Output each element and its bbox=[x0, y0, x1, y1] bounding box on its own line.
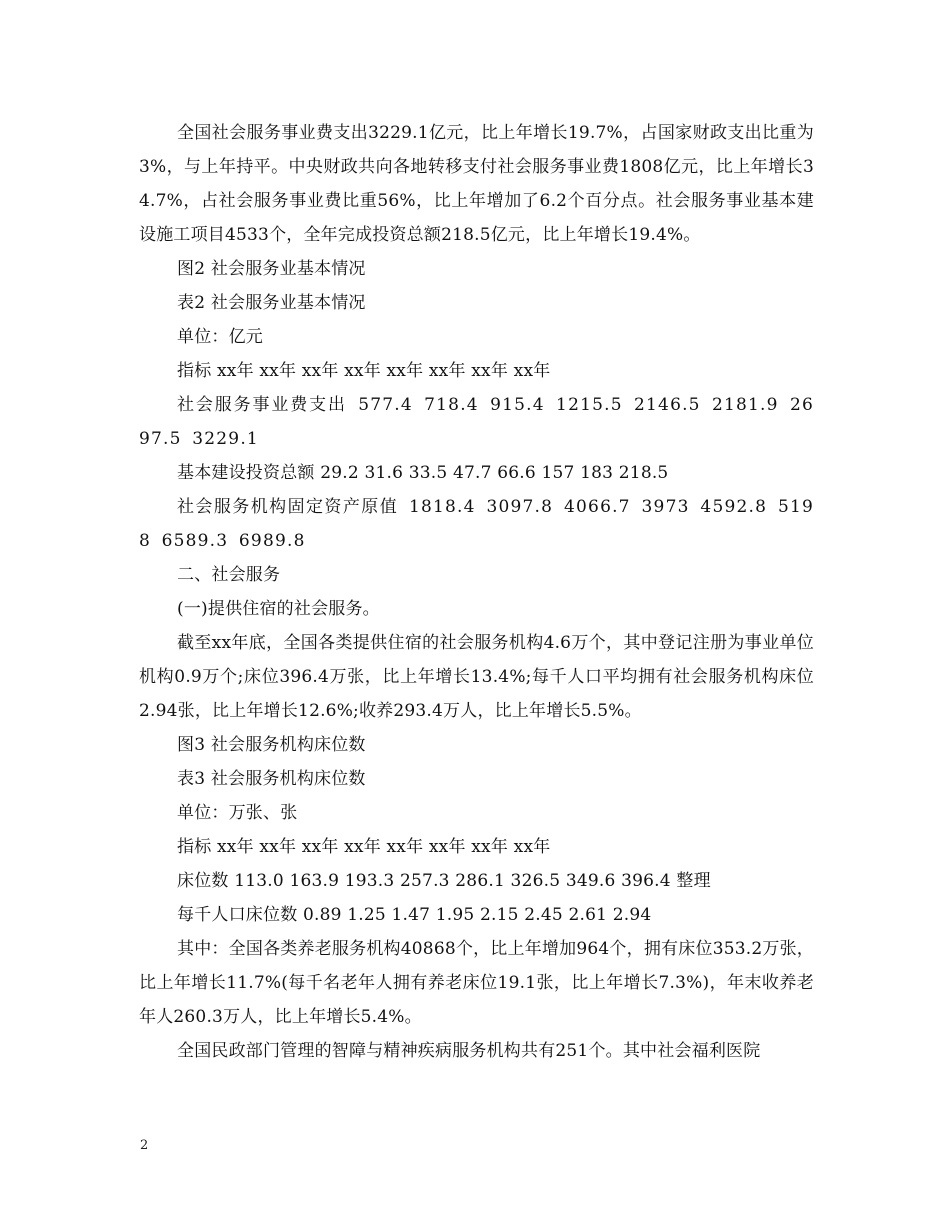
table-2-unit: 单位：亿元 bbox=[177, 327, 263, 347]
table-3-unit: 单位：万张、张 bbox=[177, 803, 298, 823]
subsection-heading-accommodation: (一)提供住宿的社会服务。 bbox=[177, 599, 380, 619]
figure-3-caption: 图3 社会服务机构床位数 bbox=[177, 735, 366, 755]
section-heading-social-services: 二、社会服务 bbox=[177, 565, 281, 585]
table-2-row-fixed-assets: 社会服务机构固定资产原值 1818.4 3097.8 4066.7 3973 4592.8 5198 6589.3 6989.8 bbox=[139, 497, 814, 551]
table-2-caption: 表2 社会服务业基本情况 bbox=[177, 293, 366, 313]
paragraph-elderly-care: 其中：全国各类养老服务机构40868个，比上年增加964个，拥有床位353.2万张，比上年增长11.7%(每千名老年人拥有养老床位19.1张，比上年增长7.3%)，年末收养老年人260.3万人，比上年增长5.4%。 bbox=[139, 939, 814, 1027]
paragraph-expenditure: 全国社会服务事业费支出3229.1亿元，比上年增长19.7%，占国家财政支出比重为3%，与上年持平。中央财政共向各地转移支付社会服务事业费1808亿元，比上年增长34.7%，占社会服务事业费比重56%，比上年增加了6.2个百分点。社会服务事业基本建设施工项目4533个，全年完成投资总额218.5亿元，比上年增长19.4%。 bbox=[139, 123, 814, 245]
document-body bbox=[139, 116, 814, 1068]
table-3-caption: 表3 社会服务机构床位数 bbox=[177, 769, 366, 789]
table-2-row-investment: 基本建设投资总额 29.2 31.6 33.5 47.7 66.6 157 183 218.5 bbox=[177, 463, 669, 483]
table-2-row-expenditure: 社会服务事业费支出 577.4 718.4 915.4 1215.5 2146.5 2181.9 2697.5 3229.1 bbox=[139, 395, 814, 449]
paragraph-accommodation: 截至xx年底，全国各类提供住宿的社会服务机构4.6万个，其中登记注册为事业单位机构0.9万个;床位396.4万张，比上年增长13.4%;每千人口平均拥有社会服务机构床位2.94张，比上年增长12.6%;收养293.4万人，比上年增长5.5%。 bbox=[139, 633, 814, 721]
table-3-header: 指标 xx年 xx年 xx年 xx年 xx年 xx年 xx年 xx年 bbox=[177, 837, 551, 857]
table-3-row-beds: 床位数 113.0 163.9 193.3 257.3 286.1 326.5 349.6 396.4 整理 bbox=[177, 871, 711, 891]
page-number: 2 bbox=[140, 1138, 149, 1153]
paragraph-mental-health: 全国民政部门管理的智障与精神疾病服务机构共有251个。其中社会福利医院 bbox=[177, 1041, 761, 1061]
figure-2-caption: 图2 社会服务业基本情况 bbox=[177, 259, 366, 279]
table-2-header: 指标 xx年 xx年 xx年 xx年 xx年 xx年 xx年 xx年 bbox=[177, 361, 551, 381]
table-3-row-beds-per-thousand: 每千人口床位数 0.89 1.25 1.47 1.95 2.15 2.45 2.61 2.94 bbox=[177, 905, 652, 925]
